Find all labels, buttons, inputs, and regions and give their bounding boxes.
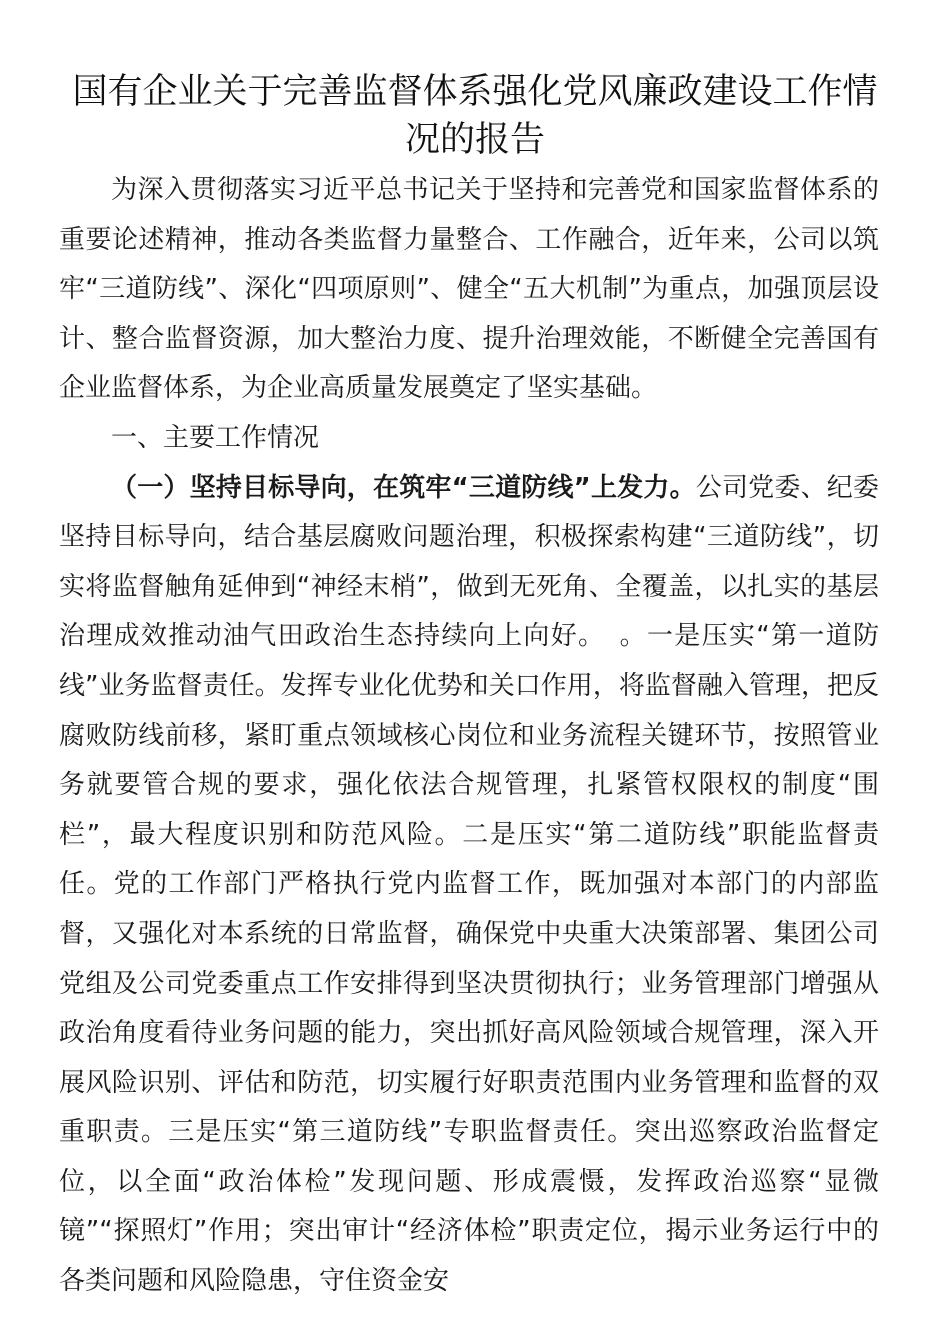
document-body (59, 166, 879, 1307)
intro-paragraph: 为深入贯彻落实习近平总书记关于坚持和完善党和国家监督体系的重要论述精神，推动各类监督力量整合、工作融合，近年来，公司以筑牢“三道防线”、深化“四项原则”、健全“五大机制”为重点，加强顶层设计、整合监督资源，加大整治力度、提升治理效能，不断健全完善国有企业监督体系，为企业高质量发展奠定了坚实基础。 (59, 175, 879, 404)
section-heading: 一、主要工作情况 (111, 422, 320, 453)
subsection-lead: （一）坚持目标导向，在筑牢“三道防线”上发力。 (111, 472, 696, 503)
subsection-paragraph (59, 464, 879, 1307)
document-title: 国有企业关于完善监督体系强化党风廉政建设工作情况的报告 (72, 72, 878, 160)
subsection-body: 公司党委、纪委坚持目标导向，结合基层腐败问题治理，积极探索构建“三道防线”，切实将监督触角延伸到“神经末梢”，做到无死角、全覆盖，以扎实的基层治理成效推动油气田政治生态持续向上向好。 。一是压实“第一道防线”业务监督责任。发挥专业化优势和关口作用，将监督融入管理，把反腐败防线前移，紧盯重点领域核心岗位和业务流程关键环节，按照管业务就要管合规的要求，强化依法合规管理，扎紧管权限权的制度“围栏”，最大程度识别和防范风险。二是压实“第二道防线”职能监督责任。党的工作部门严格执行党内监督工作，既加强对本部门的内部监督，又强化对本系统的日常监督，确保党中央重大决策部署、集团公司党组及公司党委重点工作安排得到坚决贯彻执行；业务管理部门增强从政治角度看待业务问题的能力，突出抓好高风险领域合规管理，深入开展风险识别、评估和防范，切实履行好职责范围内业务管理和监督的双重职责。三是压实“第三道防线”专职监督责任。突出巡察政治监督定位，以全面“政治体检”发现问题、形成震慑，发挥政治巡察“显微镜”“探照灯”作用；突出审计“经济体检”职责定位，揭示业务运行中的各类问题和风险隐患，守住资金安 (59, 472, 879, 1297)
